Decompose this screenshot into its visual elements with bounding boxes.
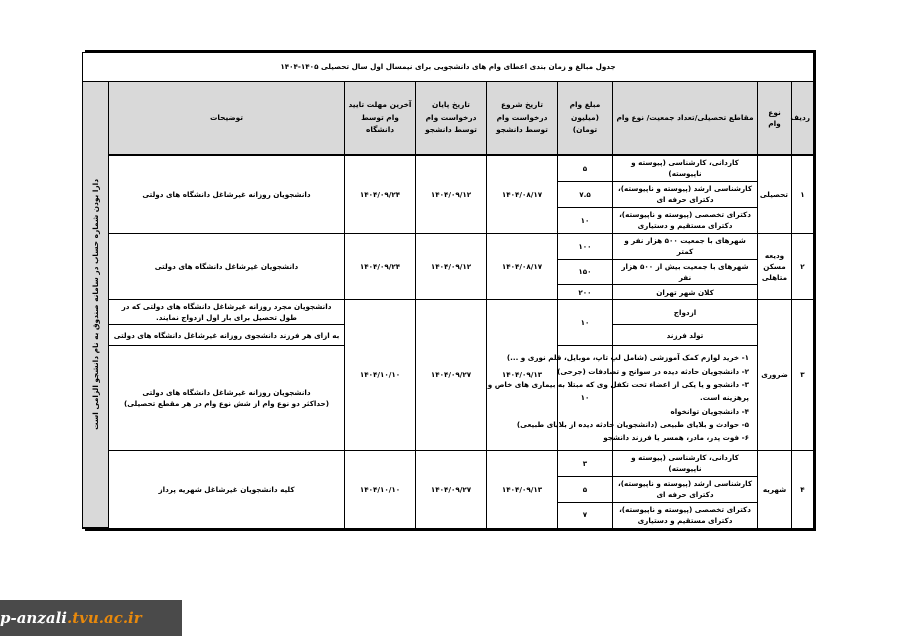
list-item: ۶- فوت پدر، مادر، همسر یا فرزند دانشجو — [603, 433, 749, 443]
header-student-deadline: تاریخ پایان درخواست وام توسط دانشجو — [416, 82, 487, 156]
row-loan-type: ودیعه مسکن متاهلی — [758, 233, 792, 299]
watermark-primary: p-anzali — [0, 609, 67, 627]
row-loan-type: ضروری — [758, 299, 792, 450]
table-row — [83, 155, 814, 181]
row-amount: ۱۵۰ — [558, 259, 613, 285]
row-university-deadline: ۱۴۰۴/۱۰/۱۰ — [345, 299, 416, 450]
header-amount: مبلغ وام (میلیون تومان) — [558, 82, 613, 156]
header-index: ردیف — [792, 82, 814, 156]
row-student-deadline: ۱۴۰۴/۰۹/۱۲ — [416, 233, 487, 299]
watermark-secondary: .tvu.ac.ir — [66, 609, 142, 627]
row-description-birth: به ازای هر فرزند دانشجوی روزانه غیرشاغل دانشگاه های دولتی — [109, 325, 345, 346]
row-student-deadline: ۱۴۰۴/۰۹/۲۷ — [416, 450, 487, 528]
row-amount-necessary: ۱۰ — [558, 346, 613, 451]
list-item: ۱- خرید لوازم کمک آموزشی (شامل لپ تاپ، موبایل، قلم نوری و ...) — [506, 353, 749, 363]
header-loan-type: نوع وام — [758, 82, 792, 156]
table-row — [83, 299, 814, 324]
row-start-date: ۱۴۰۴/۰۸/۱۷ — [487, 233, 558, 299]
table-header-row — [83, 82, 814, 156]
row-student-deadline: ۱۴۰۴/۰۹/۱۲ — [416, 155, 487, 233]
row-loan-type: شهریه — [758, 450, 792, 528]
row-description: دانشجویان غیرشاغل دانشگاه های دولتی — [109, 233, 345, 299]
row-level: کارشناسی ارشد (پیوسته و ناپیوسته)، دکترای حرفه ای — [613, 181, 758, 207]
row-amount: ۲۰۰ — [558, 285, 613, 299]
row-description-marriage: دانشجویان مجرد روزانه غیرشاغل دانشگاه های دولتی که در طول تحصیل برای بار اول ازدواج نمایند. — [109, 299, 345, 324]
row-university-deadline: ۱۴۰۴/۱۰/۱۰ — [345, 450, 416, 528]
header-levels: مقاطع تحصیلی/تعداد جمعیت/ نوع وام — [613, 82, 758, 156]
row-start-date: ۱۴۰۴/۰۸/۱۷ — [487, 155, 558, 233]
loan-schedule-table — [85, 50, 816, 531]
header-start-date: تاریخ شروع درخواست وام توسط دانشجو — [487, 82, 558, 156]
page-title: جدول مبالغ و زمان بندی اعطای وام های دانشجویی برای نیمسال اول سال تحصیلی ۱۴۰۵-۱۴۰۴ — [83, 53, 814, 82]
description-line-2: (حداکثر دو نوع وام از شش نوع وام در هر مقطع تحصیلی) — [123, 399, 329, 408]
row-level-marriage: ازدواج — [613, 299, 758, 324]
row-level: کارشناسی ارشد (پیوسته و ناپیوسته)، دکترای حرفه ای — [613, 476, 758, 502]
row-index: ۱ — [792, 155, 814, 233]
row-index: ۴ — [792, 450, 814, 528]
row-amount: ۳ — [558, 450, 613, 476]
list-item: ۴- دانشجویان توانخواه — [670, 406, 749, 416]
row-level: کاردانی، کارشناسی (پیوسته و ناپیوسته) — [613, 155, 758, 181]
row-start-date: ۱۴۰۴/۰۹/۱۳ — [487, 450, 558, 528]
site-watermark — [0, 600, 182, 636]
row-amount: ۱۰۰ — [558, 233, 613, 259]
list-item: ۳- دانشجو و یا یکی از اعضاء تحت تکفل وی که مبتلا به بیماری های خاص و — [487, 380, 749, 390]
table-row — [83, 233, 814, 259]
list-item: ۵- حوادث و بلایای طبیعی (دانشجویان حادثه دیده از بلایای طبیعی) — [516, 419, 749, 429]
row-level: شهرهای با جمعیت بیش از ۵۰۰ هزار نفر — [613, 259, 758, 285]
loan-table — [82, 52, 814, 529]
row-amount: ۵ — [558, 155, 613, 181]
row-student-deadline: ۱۴۰۴/۰۹/۲۷ — [416, 299, 487, 450]
header-description: توضیحات — [109, 82, 345, 156]
row-university-deadline: ۱۴۰۴/۰۹/۲۴ — [345, 155, 416, 233]
row-description-necessary — [109, 346, 345, 451]
header-university-deadline: آخرین مهلت تایید وام توسط دانشگاه — [345, 82, 416, 156]
row-amount: ۱۰ — [558, 207, 613, 233]
side-note-text: دارا بودن شماره حساب در سامانه صندوق به نام دانشجو الزامی است — [90, 179, 100, 430]
row-level: دکترای تخصصی (پیوسته و ناپیوسته)، دکترای مستقیم و دستیاری — [613, 207, 758, 233]
description-line-1: دانشجویان روزانه غیرشاغل دانشگاه های دولتی — [142, 387, 311, 397]
row-index: ۳ — [792, 299, 814, 450]
row-description: کلیه دانشجویان غیرشاغل شهریه پرداز — [109, 450, 345, 528]
row-level-birth: تولد فرزند — [613, 325, 758, 346]
watermark-text — [0, 609, 148, 627]
row-amount: ۷ — [558, 502, 613, 528]
row-loan-type: تحصیلی — [758, 155, 792, 233]
row-amount: ۵ — [558, 476, 613, 502]
row-university-deadline: ۱۴۰۴/۰۹/۲۴ — [345, 233, 416, 299]
row-description: دانشجویان روزانه غیرشاغل دانشگاه های دولتی — [109, 155, 345, 233]
row-index: ۲ — [792, 233, 814, 299]
row-amount: ۷.۵ — [558, 181, 613, 207]
row-level: کلان شهر تهران — [613, 285, 758, 299]
table-title-row — [83, 53, 814, 82]
row-start-date: ۱۴۰۴/۰۹/۱۳ — [487, 299, 558, 450]
side-note-column — [83, 82, 109, 529]
row-amount-marriage: ۱۰ — [558, 299, 613, 345]
table-row — [83, 450, 814, 476]
row-level: دکترای تخصصی (پیوسته و ناپیوسته)، دکترای مستقیم و دستیاری — [613, 502, 758, 528]
row-level: شهرهای با جمعیت ۵۰۰ هزار نفر و کمتر — [613, 233, 758, 259]
row-level: کاردانی، کارشناسی (پیوسته و ناپیوسته) — [613, 450, 758, 476]
list-item: پرهزینه است. — [700, 393, 749, 403]
list-item: ۲- دانشجویان حادثه دیده در سوانح و تصادفات (جرحی) — [557, 366, 749, 376]
